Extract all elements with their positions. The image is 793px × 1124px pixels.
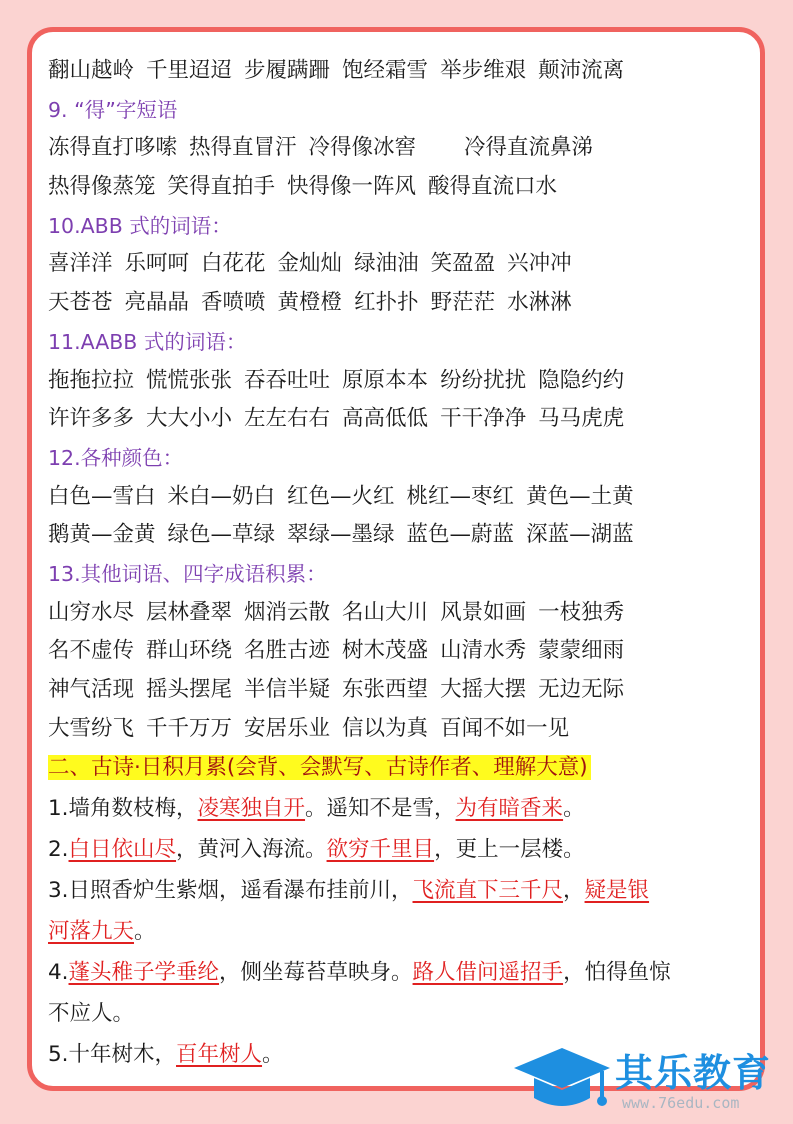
word-item: 绿油油 [354,251,419,277]
word-row [48,478,760,517]
word-item: 乐呵呵 [124,251,190,277]
word-item: 纷纷扰扰 [440,367,527,393]
word-item: 笑盈盈 [430,251,496,277]
word-row [48,245,760,284]
poem-line [48,870,760,911]
section-heading: 12.各种颜色： [48,445,184,470]
word-item: 大雪纷飞 [48,715,135,741]
word-row [48,52,760,91]
word-item: 水淋淋 [507,290,572,316]
word-item: 笑得直拍手 [167,174,276,200]
answer-blank-text: 为有暗香来 [455,796,564,822]
word-item: 吞吞吐吐 [244,367,331,393]
word-item: 许许多多 [48,406,135,432]
word-item: 绿色—草绿 [167,522,276,548]
graduation-cap-icon [510,1040,620,1120]
word-item: 一枝独秀 [538,599,625,625]
document-content [48,52,760,1075]
word-item: 热得像蒸笼 [48,174,156,200]
word-row [48,168,760,207]
word-item: 桃红—枣红 [406,483,515,509]
word-item: 米白—奶白 [167,483,276,509]
poem-line [48,993,760,1034]
word-row [48,400,760,439]
poem-text: 不应人。 [48,1001,135,1027]
word-item: 山清水秀 [440,638,527,664]
word-row [48,129,760,168]
word-item: 黄橙橙 [277,290,343,316]
word-item: 蒙蒙细雨 [538,638,625,664]
poem-text: ，怕得鱼惊 [563,960,671,986]
word-row [48,710,760,749]
word-row [48,594,760,633]
poem-text: 5.十年树木， [48,1042,177,1068]
word-item: 风景如画 [440,599,527,625]
word-item: 百闻不如一见 [440,715,570,741]
word-item: 翻山越岭 [48,58,135,83]
word-item: 慌慌张张 [146,367,233,393]
word-item: 拖拖拉拉 [48,367,135,393]
poem-line [48,911,760,952]
answer-blank-text: 飞流直下三千尺 [412,878,564,904]
section-heading: 10.ABB 式的词语： [48,213,232,238]
logo-name: 其乐教育 [615,1051,772,1095]
poem-line [48,829,760,870]
poem-text: 4. [48,960,69,986]
word-item: 热得直冒汗 [189,135,297,161]
word-item: 红色—火红 [287,483,395,509]
word-item: 树木茂盛 [342,638,429,664]
word-item: 大大小小 [146,406,233,432]
word-item: 香喷喷 [201,290,266,316]
word-row [48,362,760,401]
poem-text: ， [563,878,585,904]
word-item: 天苍苍 [48,290,113,316]
poem-text: 。 [134,919,156,945]
word-item: 左左右右 [244,406,331,432]
word-item: 无边无际 [538,677,625,702]
word-item: 千千万万 [146,715,233,741]
poem-text: 3.日照香炉生紫烟，遥看瀑布挂前川， [48,878,413,904]
word-row [48,671,760,710]
poem-text: 。遥知不是雪， [305,796,456,822]
poem-line [48,952,760,993]
word-item: 兴冲冲 [507,251,572,277]
section-heading-poems [48,749,760,788]
word-item: 举步维艰 [440,58,527,83]
word-item: 烟消云散 [244,599,331,625]
word-item: 步履蹒跚 [244,58,331,83]
word-item: 高高低低 [342,406,429,432]
word-item: 金灿灿 [277,251,343,277]
word-row [48,516,760,555]
word-item: 名山大川 [342,599,429,625]
word-item: 冻得直打哆嗦 [48,135,178,161]
word-item: 饱经霜雪 [342,58,429,83]
word-item: 黄色—土黄 [526,483,634,509]
word-item: 东张西望 [342,677,429,702]
word-item: 名胜古迹 [244,638,331,664]
word-item: 野茫茫 [430,290,496,316]
word-row [48,632,760,671]
brand-logo [510,1040,790,1120]
word-item: 信以为真 [342,715,429,741]
word-item: 原原本本 [342,367,429,393]
word-item: 群山环绕 [146,638,233,664]
word-item: 马马虎虎 [538,406,625,432]
answer-blank-text: 疑是银 [584,878,650,904]
section-heading: 13.其他词语、四字成语积累： [48,561,327,586]
word-item: 喜洋洋 [48,251,113,277]
word-item: 半信半疑 [244,677,331,702]
word-item: 干干净净 [440,406,527,432]
word-item: 快得像一阵风 [287,174,417,200]
poem-text: 1.墙角数枝梅， [48,796,198,822]
word-item: 深蓝—湖蓝 [526,522,634,548]
answer-blank-text: 白日依山尽 [68,837,177,863]
word-item: 红扑扑 [354,290,419,316]
word-item: 冷得像冰窖 [308,135,417,161]
word-item: 冷得直流鼻涕 [464,135,594,161]
word-row [48,284,760,323]
word-item: 蓝色—蔚蓝 [406,522,515,548]
poem-text: ，更上一层楼。 [434,837,585,863]
poem-text: 2. [48,837,69,863]
answer-blank-text: 路人借问遥招手 [412,960,564,986]
answer-blank-text: 凌寒独自开 [197,796,306,822]
word-item: 鹅黄—金黄 [48,522,156,548]
answer-blank-text: 蓬头稚子学垂纶 [68,960,220,986]
poem-line [48,788,760,829]
word-item: 大摇大摆 [440,677,527,702]
answer-blank-text: 欲穷千里目 [326,837,435,863]
poem-text: ，侧坐莓苔草映身。 [219,960,413,986]
highlighted-section-title: 二、古诗·日积月累(会背、会默写、古诗作者、理解大意) [48,755,591,780]
answer-blank-text: 河落九天 [48,919,135,945]
poem-text: 。 [262,1042,284,1068]
vocabulary-section [48,52,760,748]
word-item: 酸得直流口水 [428,174,558,200]
word-item: 颠沛流离 [538,58,625,83]
word-item: 千里迢迢 [146,58,233,83]
section-heading: 9. “得”字短语 [48,97,178,122]
word-item: 层林叠翠 [146,599,233,625]
word-item: 山穷水尽 [48,599,135,625]
word-item: 摇头摆尾 [146,677,233,702]
word-item: 白色—雪白 [48,483,156,509]
poem-text: 。 [563,796,585,822]
word-item: 隐隐约约 [538,367,625,393]
word-item: 名不虚传 [48,638,135,664]
word-item: 亮晶晶 [124,290,190,316]
word-item: 安居乐业 [244,715,331,741]
logo-url: www.76edu.com [622,1094,740,1112]
section-heading: 11.AABB 式的词语： [48,329,247,354]
answer-blank-text: 百年树人 [176,1042,263,1068]
poem-text: ，黄河入海流。 [176,837,327,863]
word-item: 翠绿—墨绿 [287,522,395,548]
word-item: 神气活现 [48,677,135,702]
poems-section [48,788,760,1075]
word-item: 白花花 [201,251,266,277]
